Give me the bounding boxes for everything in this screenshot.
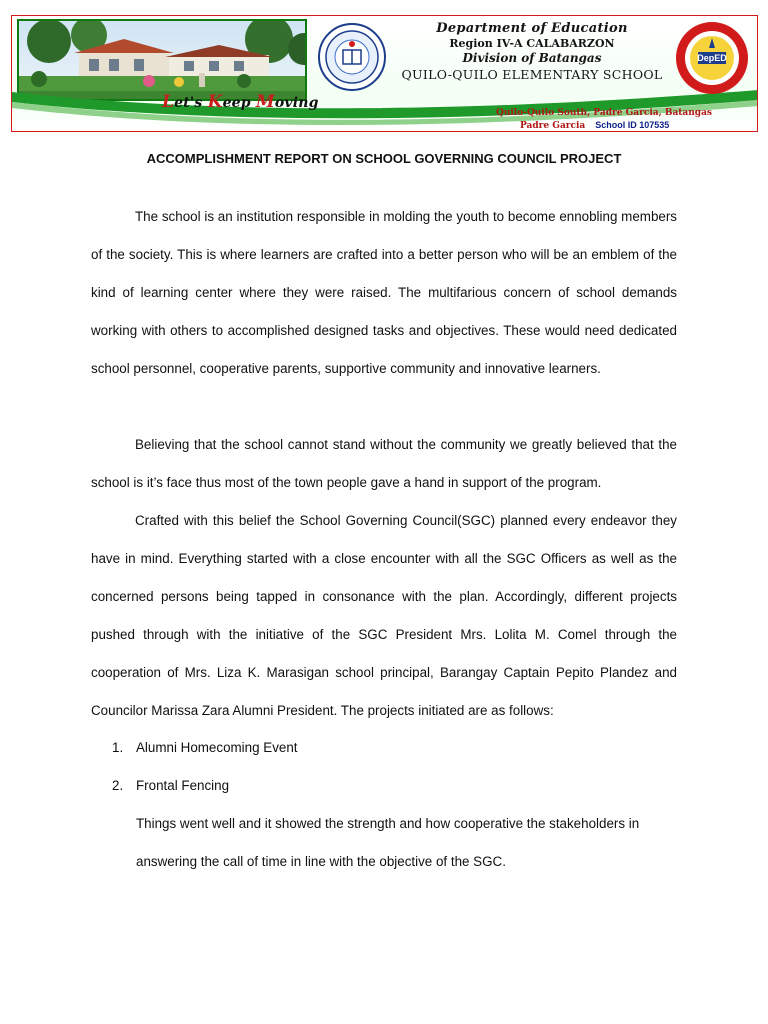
paragraph-projects: Crafted with this belief the School Governing Council(SGC) planned every endeavor they have in mind. Everything started with a close encounter with all the SGC Officers as well as the concerned persons being tapped in consonance with the plan. Accordingly, different projects pushed through with the initiative of the SGC President Mrs. Lolita M. Comel through the cooperation of Mrs. Liza K. Marasigan school principal, Barangay Captain Pepito Plandez and Councilor Marissa Zara Alumni President. The projects initiated are as follows: (91, 513, 677, 718)
school-id: School ID 107535 (595, 120, 670, 130)
school-address (496, 107, 712, 132)
report-title: ACCOMPLISHMENT REPORT ON SCHOOL GOVERNING COUNCIL PROJECT (146, 151, 622, 166)
svg-text:DepED: DepED (697, 53, 727, 63)
letterhead (11, 15, 758, 132)
division-name: Division of Batangas (462, 51, 602, 65)
deped-seal-icon (674, 20, 750, 96)
paragraph-intro: The school is an institution responsible in molding the youth to become ennobling members of the society. This is where learners are crafted into a better person who will be an emblem of the kind of learning center where they were raised. The multifarious concern of school demands working with others to accomplished designed tasks and objectives. These would need dedicated school personnel, cooperative parents, supportive community and innovative learners. (91, 209, 677, 376)
motto: Let's Keep Moving (162, 92, 319, 112)
list-item: 2. Frontal Fencing (112, 778, 230, 793)
paragraph-community: Believing that the school cannot stand without the community we greatly believed that the school is it’s face thus most of the town people gave a hand in support of the program. (91, 437, 677, 490)
school-seal-icon (317, 22, 387, 92)
address-line: Quilo-Quilo South, Padre Garcia, Batangas (496, 108, 712, 118)
region-name: Region IV-A CALABARZON (449, 37, 615, 50)
paragraph-closing: Things went well and it showed the strength and how cooperative the stakeholders in answering the call of time in line with the objective of the SGC. (136, 816, 640, 869)
letterhead-heading (397, 20, 667, 83)
department-name: Department of Education (436, 21, 628, 36)
address-municipality: Padre Garcia (520, 121, 586, 131)
list-item: 1. Alumni Homecoming Event (112, 740, 298, 755)
school-name: QUILO-QUILO ELEMENTARY SCHOOL (401, 67, 663, 82)
